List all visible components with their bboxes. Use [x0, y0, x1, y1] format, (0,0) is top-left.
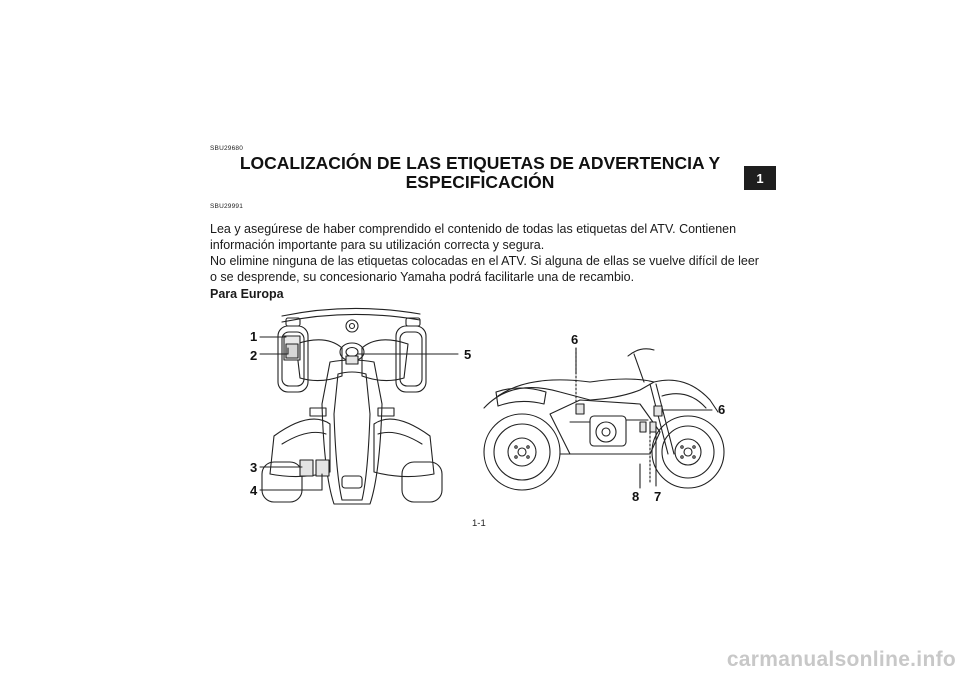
body-text: [210, 221, 760, 285]
label-location-figure: [230, 304, 750, 516]
callout-2: 2: [250, 348, 258, 363]
region-label: Para Europa: [210, 287, 284, 301]
paragraph-2: No elimine ninguna de las etiquetas colocadas en el ATV. Si alguna de ellas se vuelve difícil de leer o se desprende, su concesionario Yamaha podrá facilitarle una de recambio.: [210, 254, 759, 284]
chapter-tab: 1: [744, 166, 776, 190]
doc-code-second: SBU29991: [210, 203, 244, 210]
callout-4: 4: [250, 483, 258, 498]
doc-code-top: SBU29680: [210, 145, 244, 152]
callout-1: 1: [250, 329, 258, 344]
callout-6-right: 6: [718, 402, 726, 417]
atv-side-view: [484, 349, 724, 490]
paragraph-1: Lea y asegúrese de haber comprendido el contenido de todas las etiquetas del ATV. Contienen información importante para su utilización correcta y segura.: [210, 222, 737, 252]
page-number: 1-1: [472, 518, 486, 529]
atv-illustration: [230, 304, 750, 516]
callout-3: 3: [250, 460, 258, 475]
watermark: carmanualsonline.info: [726, 648, 956, 671]
callout-8: 8: [632, 489, 640, 504]
callout-7: 7: [654, 489, 662, 504]
title-line-2: ESPECIFICACIÓN: [405, 172, 555, 192]
title-line-1: LOCALIZACIÓN DE LAS ETIQUETAS DE ADVERTENCIA Y: [239, 153, 721, 173]
atv-top-view: [262, 308, 442, 504]
callout-5: 5: [464, 347, 472, 362]
page-title: [210, 154, 750, 192]
callout-6-top: 6: [571, 332, 579, 347]
